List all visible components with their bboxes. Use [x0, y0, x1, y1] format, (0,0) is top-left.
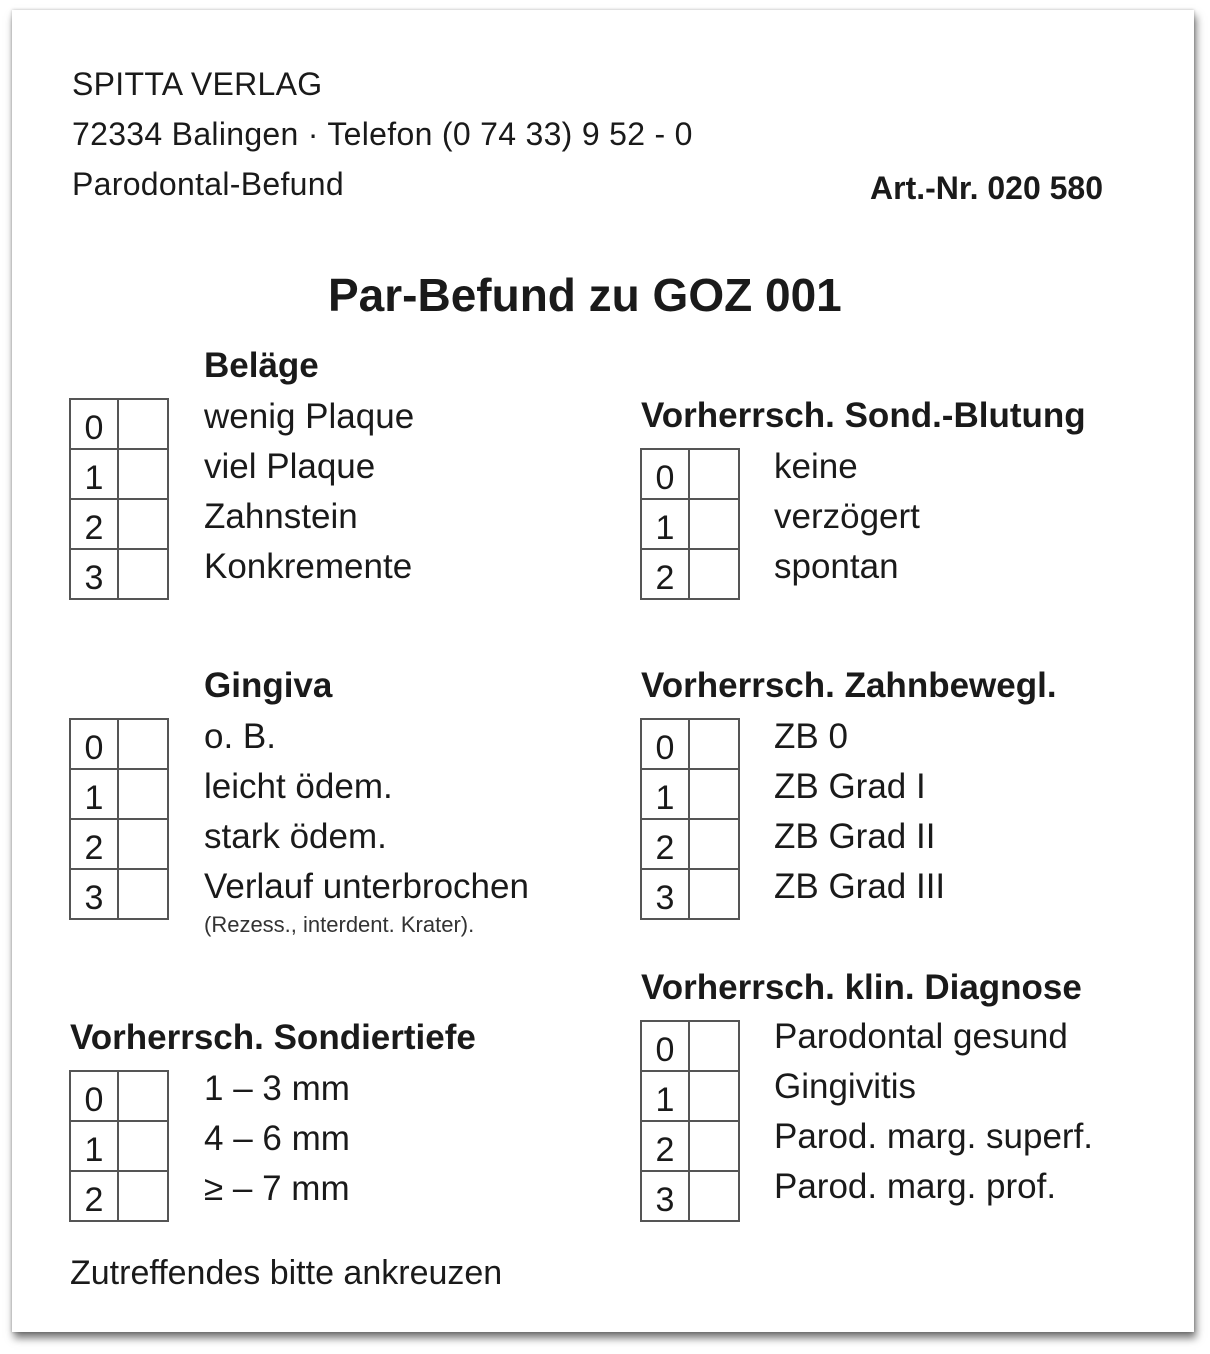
option-label: Konkremente [204, 547, 413, 586]
form-title: Par-Befund zu GOZ 001 [328, 269, 842, 321]
publisher-name: SPITTA VERLAG [72, 66, 323, 102]
code-label: 2 [71, 1172, 119, 1220]
checkbox-zahnbewegl-0[interactable] [690, 720, 738, 768]
instruction-footer: Zutreffendes bitte ankreuzen [70, 1254, 503, 1292]
checkbox-belaege-3[interactable] [119, 550, 167, 598]
code-label: 2 [642, 820, 690, 868]
form-name: Parodontal-Befund [72, 166, 344, 202]
option-label: spontan [774, 547, 899, 586]
code-label: 3 [642, 870, 690, 918]
checkbox-gingiva-2[interactable] [119, 820, 167, 868]
checkbox-zahnbewegl-2[interactable] [690, 820, 738, 868]
option-label: viel Plaque [204, 447, 376, 486]
option-label: ZB Grad I [774, 767, 926, 806]
checkbox-belaege-1[interactable] [119, 450, 167, 498]
checkbox-gingiva-1[interactable] [119, 770, 167, 818]
option-label: ZB 0 [774, 717, 848, 756]
checkbox-grid-sondiertiefe [69, 1070, 169, 1222]
option-label: wenig Plaque [204, 397, 415, 436]
option-note: (Rezess., interdent. Krater). [204, 912, 475, 937]
checkbox-diagnose-3[interactable] [690, 1172, 738, 1220]
option-label: ZB Grad II [774, 817, 936, 856]
option-label: Parod. marg. superf. [774, 1117, 1094, 1156]
checkbox-diagnose-2[interactable] [690, 1122, 738, 1170]
checkbox-zahnbewegl-1[interactable] [690, 770, 738, 818]
checkbox-gingiva-0[interactable] [119, 720, 167, 768]
checkbox-grid-diagnose [640, 1020, 740, 1222]
code-label: 2 [71, 820, 119, 868]
checkbox-diagnose-1[interactable] [690, 1072, 738, 1120]
option-label: verzögert [774, 497, 920, 536]
option-label: Gingivitis [774, 1067, 916, 1106]
code-label: 1 [642, 770, 690, 818]
code-label: 0 [71, 720, 119, 768]
section-title-belaege: Beläge [204, 346, 319, 385]
code-label: 1 [71, 1122, 119, 1170]
section-title-sondiertiefe: Vorherrsch. Sondiertiefe [70, 1018, 476, 1057]
checkbox-sondiertiefe-0[interactable] [119, 1072, 167, 1120]
checkbox-belaege-0[interactable] [119, 400, 167, 448]
code-label: 2 [642, 550, 690, 598]
section-title-diagnose: Vorherrsch. klin. Diagnose [641, 968, 1082, 1007]
code-label: 1 [71, 770, 119, 818]
option-label: Zahnstein [204, 497, 358, 536]
checkbox-belaege-2[interactable] [119, 500, 167, 548]
checkbox-sondiertiefe-1[interactable] [119, 1122, 167, 1170]
checkbox-blutung-1[interactable] [690, 500, 738, 548]
option-label: 1 – 3 mm [204, 1069, 350, 1108]
option-label: Parodontal gesund [774, 1017, 1068, 1056]
code-label: 1 [642, 500, 690, 548]
checkbox-grid-blutung [640, 448, 740, 600]
option-label: ≥ – 7 mm [204, 1169, 350, 1208]
checkbox-gingiva-3[interactable] [119, 870, 167, 918]
code-label: 0 [642, 720, 690, 768]
publisher-address: 72334 Balingen · Telefon (0 74 33) 9 52 - 0 [72, 116, 693, 152]
code-label: 0 [642, 450, 690, 498]
code-label: 0 [642, 1022, 690, 1070]
option-label: Verlauf unterbrochen [204, 867, 529, 906]
code-label: 3 [642, 1172, 690, 1220]
checkbox-diagnose-0[interactable] [690, 1022, 738, 1070]
code-label: 3 [71, 550, 119, 598]
option-label: ZB Grad III [774, 867, 946, 906]
option-label: o. B. [204, 717, 276, 756]
code-label: 1 [642, 1072, 690, 1120]
option-label: 4 – 6 mm [204, 1119, 350, 1158]
option-label: stark ödem. [204, 817, 387, 856]
checkbox-sondiertiefe-2[interactable] [119, 1172, 167, 1220]
checkbox-zahnbewegl-3[interactable] [690, 870, 738, 918]
article-number: Art.-Nr. 020 580 [870, 170, 1104, 206]
code-label: 2 [71, 500, 119, 548]
checkbox-blutung-0[interactable] [690, 450, 738, 498]
code-label: 2 [642, 1122, 690, 1170]
section-title-zahnbewegl: Vorherrsch. Zahnbewegl. [641, 666, 1057, 705]
code-label: 0 [71, 400, 119, 448]
code-label: 1 [71, 450, 119, 498]
checkbox-grid-belaege [69, 398, 169, 600]
code-label: 3 [71, 870, 119, 918]
option-label: Parod. marg. prof. [774, 1167, 1057, 1206]
section-title-gingiva: Gingiva [204, 666, 333, 705]
option-label: leicht ödem. [204, 767, 393, 806]
option-label: keine [774, 447, 858, 486]
section-title-blutung: Vorherrsch. Sond.-Blutung [641, 396, 1086, 435]
code-label: 0 [71, 1072, 119, 1120]
checkbox-grid-gingiva [69, 718, 169, 920]
checkbox-grid-zahnbewegl [640, 718, 740, 920]
checkbox-blutung-2[interactable] [690, 550, 738, 598]
